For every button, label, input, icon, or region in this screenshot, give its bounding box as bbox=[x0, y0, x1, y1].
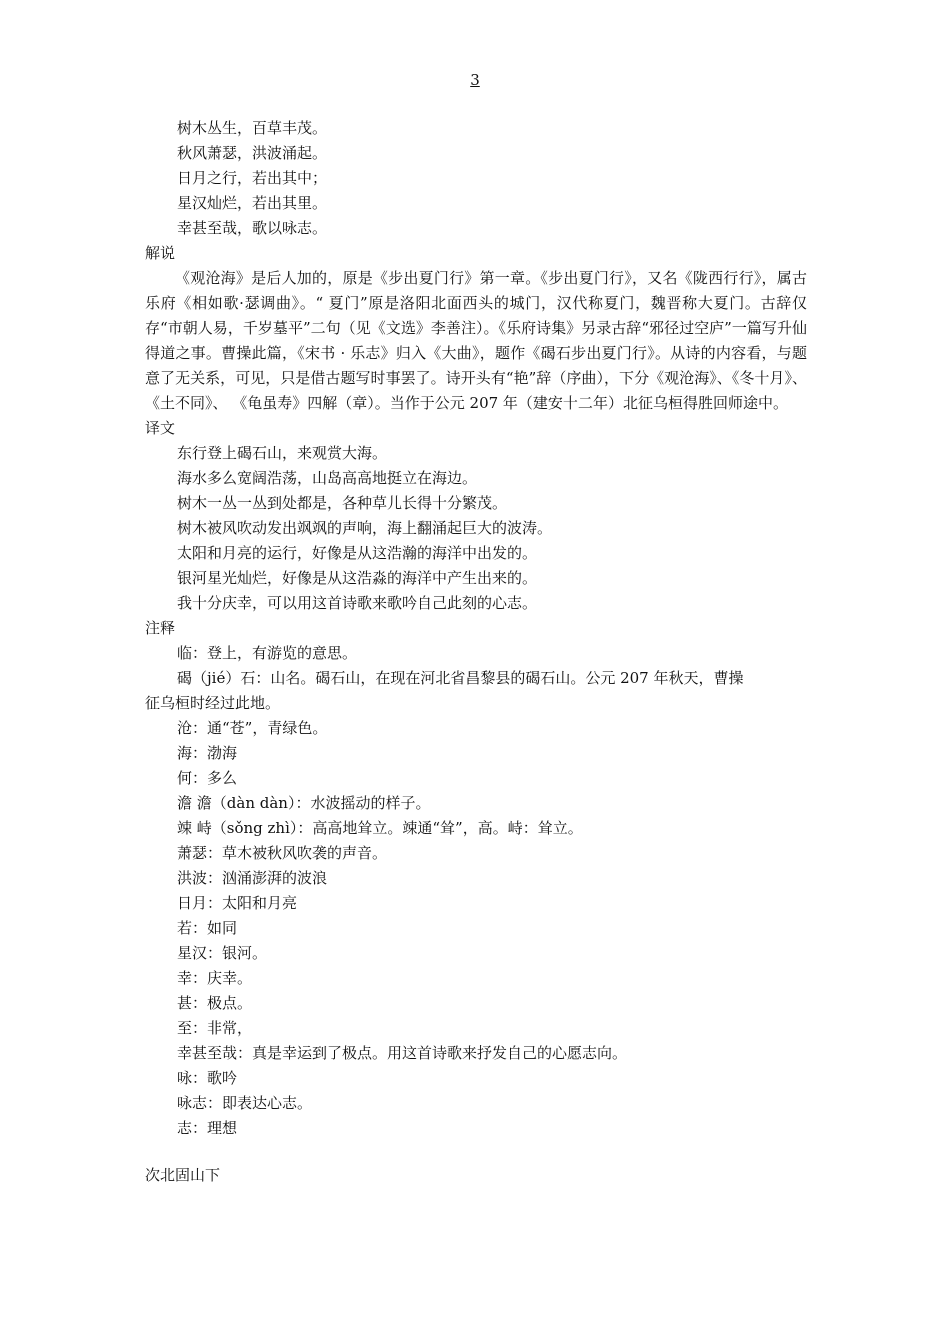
notes-list bbox=[145, 641, 807, 1141]
note-item: 澹 澹（dàn dàn）：水波摇动的样子。 bbox=[177, 794, 431, 812]
poem-lines bbox=[145, 116, 807, 241]
poem-line: 秋风萧瑟，洪波涌起。 bbox=[177, 144, 328, 162]
translation-line: 太阳和月亮的运行，好像是从这浩瀚的海洋中出发的。 bbox=[177, 544, 538, 562]
note-item: 星汉：银河。 bbox=[177, 944, 268, 962]
next-poem-title: 次北固山下 bbox=[145, 1166, 221, 1184]
note-item: 咏志：即表达心志。 bbox=[177, 1094, 313, 1112]
note-item: 甚：极点。 bbox=[177, 994, 253, 1012]
note-item-continuation: 征乌桓时经过此地。 bbox=[145, 694, 281, 712]
note-item: 何：多么 bbox=[177, 769, 238, 787]
translation-line: 树木一丛一丛到处都是，各种草儿长得十分繁茂。 bbox=[177, 494, 508, 512]
translation-lines bbox=[145, 441, 807, 616]
note-item: 竦 峙（sǒng zhì）：高高地耸立。竦通“耸”，高。峙：耸立。 bbox=[177, 819, 583, 837]
translation-line: 我十分庆幸，可以用这首诗歌来歌吟自己此刻的心志。 bbox=[177, 594, 538, 612]
poem-line: 幸甚至哉，歌以咏志。 bbox=[177, 219, 328, 237]
commentary-paragraph: 《观沧海》是后人加的，原是《步出夏门行》第一章。《步出夏门行》，又名《陇西行行》，属古乐府《相如歌·瑟调曲》。“ 夏门”原是洛阳北面西头的城门，汉代称夏门，魏晋称大夏门。古辞仅存“市朝人易，千岁墓平”二句（见《文选》李善注）。《乐府诗集》另录古辞“邪径过空庐”一篇写升仙得道之事。曹操此篇，《宋书 · 乐志》归入《大曲》，题作《碣石步出夏门行》。从诗的内容看，与题意了无关系，可见，只是借古题写时事罢了。诗开头有“艳”辞（序曲），下分《观沧海》、《冬十月》、《土不同》、 《龟虽寿》四解（章）。当作于公元 207 年（建安十二年）北征乌桓得胜回师途中。 bbox=[145, 269, 807, 412]
note-item: 海：渤海 bbox=[177, 744, 238, 762]
translation-line: 海水多么宽阔浩荡，山岛高高地挺立在海边。 bbox=[177, 469, 478, 487]
poem-line: 星汉灿烂，若出其里。 bbox=[177, 194, 328, 212]
note-item: 若：如同 bbox=[177, 919, 238, 937]
note-item: 临：登上，有游览的意思。 bbox=[177, 644, 358, 662]
translation-line: 树木被风吹动发出飒飒的声响，海上翻涌起巨大的波涛。 bbox=[177, 519, 553, 537]
note-item: 萧瑟：草木被秋风吹袭的声音。 bbox=[177, 844, 388, 862]
note-item: 幸：庆幸。 bbox=[177, 969, 253, 987]
note-item: 咏：歌吟 bbox=[177, 1069, 238, 1087]
translation-heading: 译文 bbox=[145, 419, 176, 437]
document-body bbox=[145, 116, 807, 1188]
note-item: 日月：太阳和月亮 bbox=[177, 894, 298, 912]
note-item: 沧：通“苍”，青绿色。 bbox=[177, 719, 328, 737]
note-item: 碣（jié）石：山名。碣石山，在现在河北省昌黎县的碣石山。公元 207 年秋天，曹操 bbox=[177, 669, 744, 687]
poem-line: 树木丛生，百草丰茂。 bbox=[177, 119, 328, 137]
section-spacer bbox=[145, 1141, 807, 1163]
notes-heading: 注释 bbox=[145, 619, 176, 637]
note-item: 至：非常， bbox=[177, 1019, 253, 1037]
note-item: 志：理想 bbox=[177, 1119, 238, 1137]
poem-line: 日月之行，若出其中； bbox=[177, 169, 328, 187]
note-item: 幸甚至哉：真是幸运到了极点。用这首诗歌来抒发自己的心愿志向。 bbox=[177, 1044, 628, 1062]
translation-line: 东行登上碣石山，来观赏大海。 bbox=[177, 444, 388, 462]
commentary-heading: 解说 bbox=[145, 244, 176, 262]
page-number: 3 bbox=[470, 71, 480, 89]
translation-line: 银河星光灿烂，好像是从这浩淼的海洋中产生出来的。 bbox=[177, 569, 538, 587]
note-item: 洪波：汹涌澎湃的波浪 bbox=[177, 869, 328, 887]
